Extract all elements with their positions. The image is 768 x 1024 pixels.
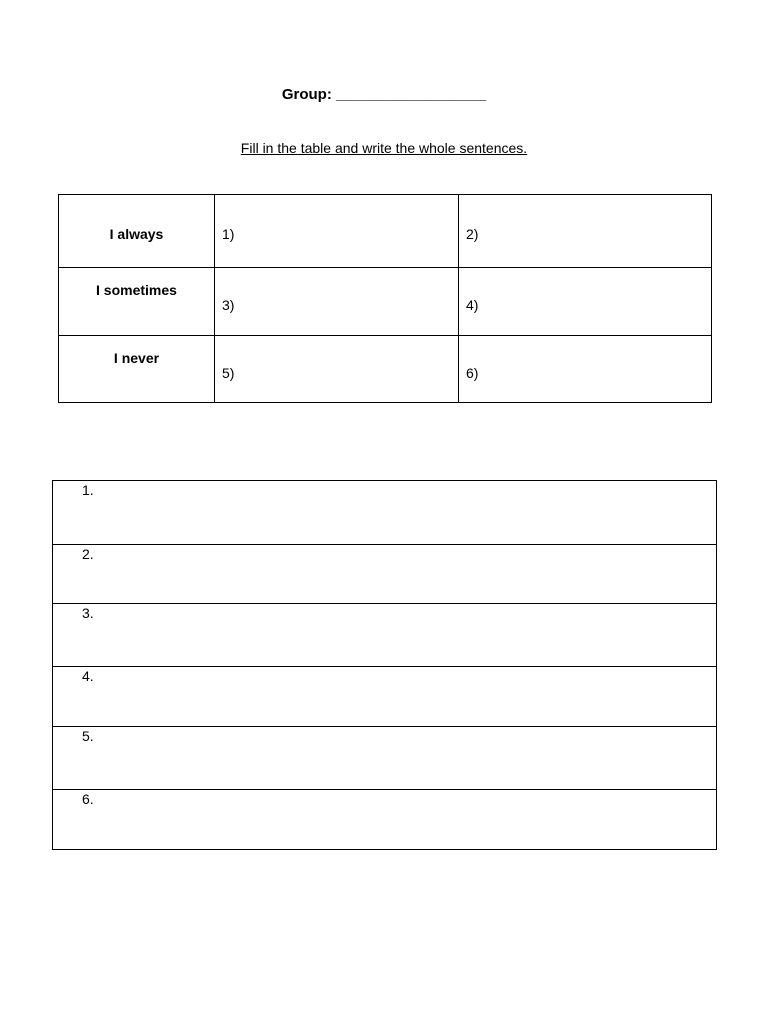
sentence-number: 4. <box>82 668 94 684</box>
answer-number: 5) <box>222 365 235 381</box>
frequency-label: I sometimes <box>96 282 177 298</box>
group-label: Group: __________________ <box>281 86 487 103</box>
sentence-row[interactable] <box>53 481 717 545</box>
group-line <box>0 86 768 103</box>
instruction-label: Fill in the table and write the whole sentences. <box>240 140 528 156</box>
row-label-cell <box>59 268 215 336</box>
sentence-cell[interactable] <box>53 481 717 545</box>
answer-cell[interactable] <box>459 336 712 403</box>
sentences-table <box>52 480 717 850</box>
sentence-number: 5. <box>82 728 94 744</box>
sentence-number: 1. <box>82 482 94 498</box>
sentence-row[interactable] <box>53 545 717 604</box>
answer-number: 2) <box>466 226 479 242</box>
row-label-cell <box>59 336 215 403</box>
sentence-row[interactable] <box>53 667 717 727</box>
table-row-always <box>59 195 712 268</box>
frequency-label: I never <box>113 350 160 366</box>
row-label-cell <box>59 195 215 268</box>
sentence-row[interactable] <box>53 790 717 850</box>
answer-number: 4) <box>466 297 479 313</box>
answer-cell[interactable] <box>215 268 459 336</box>
answer-cell[interactable] <box>459 268 712 336</box>
sentence-number: 3. <box>82 605 94 621</box>
sentence-number: 6. <box>82 791 94 807</box>
answer-cell[interactable] <box>215 336 459 403</box>
sentence-cell[interactable] <box>53 604 717 667</box>
sentence-cell[interactable] <box>53 790 717 850</box>
table-row-never <box>59 336 712 403</box>
frequency-label: I always <box>109 226 164 242</box>
instruction-text <box>0 140 768 156</box>
answer-cell[interactable] <box>215 195 459 268</box>
sentence-row[interactable] <box>53 727 717 790</box>
sentence-cell[interactable] <box>53 545 717 604</box>
answer-number: 1) <box>222 226 235 242</box>
answer-number: 6) <box>466 365 479 381</box>
frequency-table <box>58 194 712 403</box>
answer-number: 3) <box>222 297 235 313</box>
sentence-number: 2. <box>82 546 94 562</box>
sentence-cell[interactable] <box>53 727 717 790</box>
sentence-cell[interactable] <box>53 667 717 727</box>
sentence-row[interactable] <box>53 604 717 667</box>
table-row-sometimes <box>59 268 712 336</box>
answer-cell[interactable] <box>459 195 712 268</box>
